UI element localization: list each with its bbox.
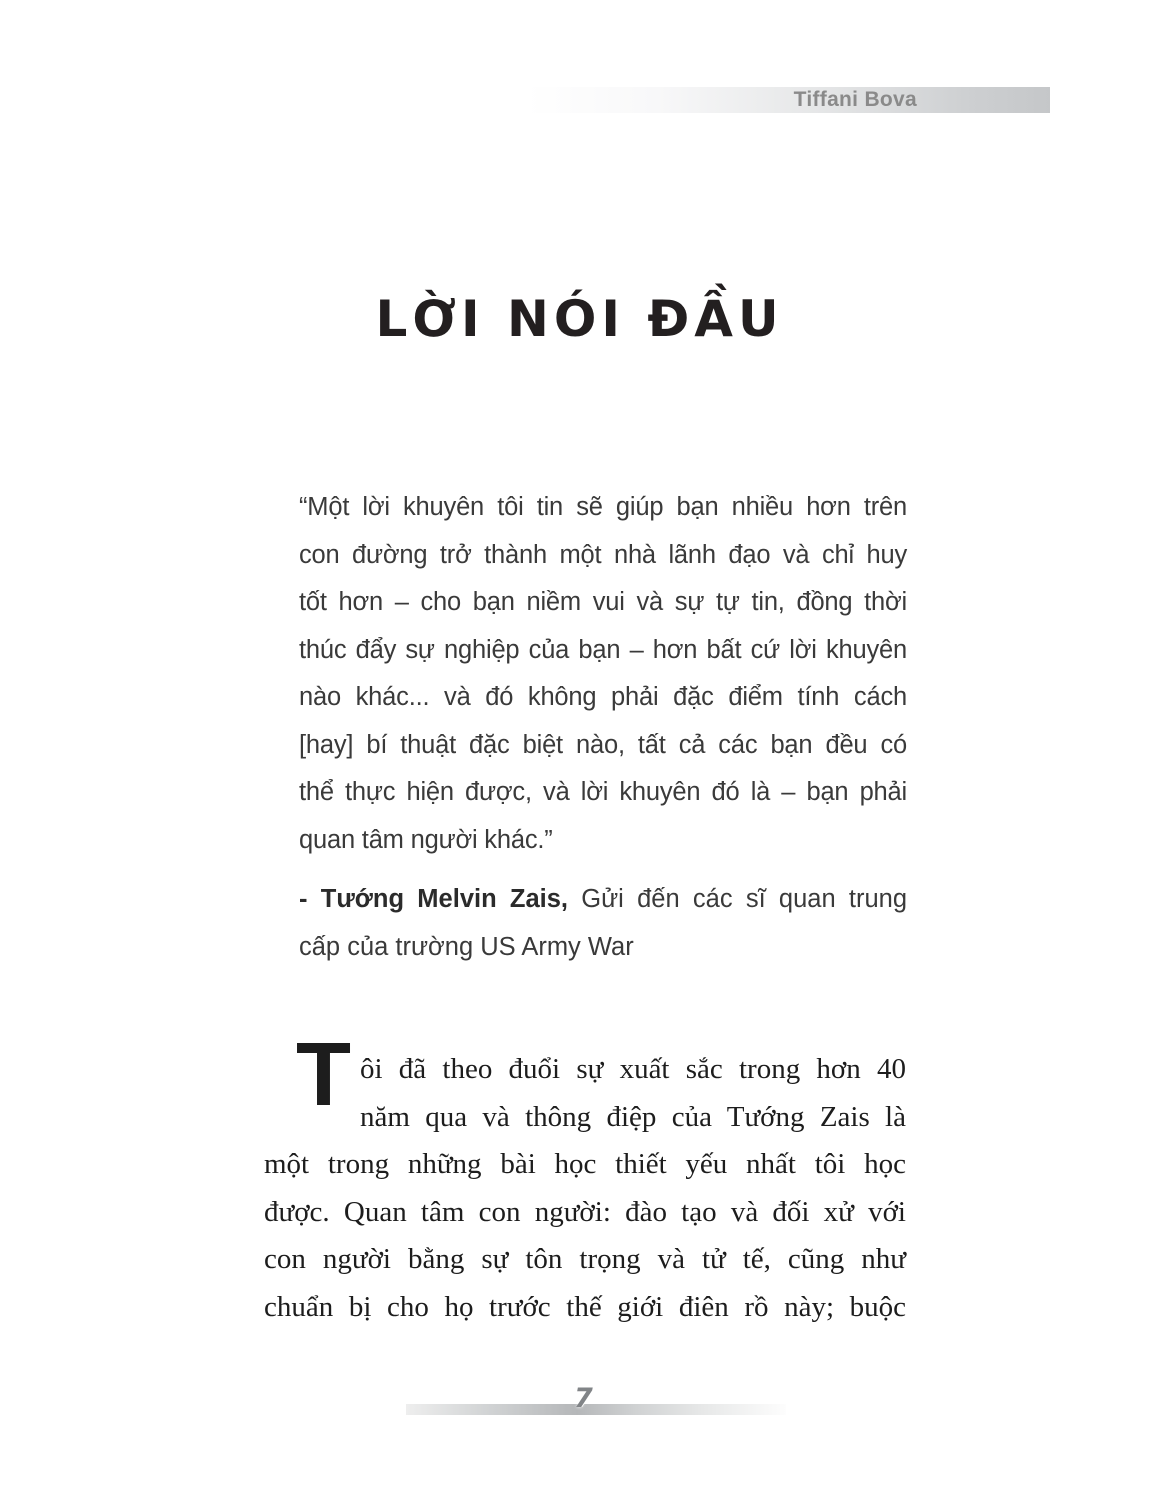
attribution-name: - Tướng Melvin Zais, [299, 885, 569, 913]
text-line: thúc đẩy sự nghiệp của bạn – hơn bất cứ lời khuyên [299, 635, 907, 664]
text-line: một trong những bài học thiết yếu nhất tôi học [264, 1148, 906, 1180]
body-full-lines [264, 1141, 906, 1331]
text-line: tốt hơn – cho bạn niềm vui và sự tự tin, đồng thời [299, 588, 907, 616]
author-name: Tiffani Bova [793, 88, 917, 111]
text-line: năm qua và thông điệp của Tướng Zais là [360, 1100, 906, 1133]
body-paragraph [264, 1025, 906, 1331]
epigraph-quote [299, 484, 907, 864]
text-line: nào khác... và đó không phải đặc điểm tính cách [299, 683, 907, 711]
footer-rule [406, 1404, 786, 1415]
text-line: ôi đã theo đuổi sự xuất sắc trong hơn 40 [360, 1053, 906, 1085]
text-line: “Một lời khuyên tôi tin sẽ giúp bạn nhiều hơn trên [299, 493, 907, 521]
chapter-title: LỜI NÓI ĐẦU [375, 290, 784, 348]
attribution-line-1 [299, 876, 907, 924]
text-line: chuẩn bị cho họ trước thế giới điên rồ này; buộc [264, 1290, 906, 1323]
text-line: con đường trở thành một nhà lãnh đạo và chỉ huy [299, 540, 907, 569]
text-line: được. Quan tâm con người: đào tạo và đối xử với [264, 1195, 906, 1228]
attribution [299, 876, 907, 971]
attribution-role-part: Gửi đến các sĩ quan trung [568, 885, 908, 913]
text-line: quan tâm người khác.” [299, 825, 553, 854]
header-bar [527, 87, 1050, 113]
text-line: [hay] bí thuật đặc biệt nào, tất cả các bạn đều có [299, 730, 907, 759]
drop-cap: T [296, 1025, 351, 1125]
text-line: thể thực hiện được, và lời khuyên đó là – bạn phải [299, 778, 907, 806]
text-line: con người bằng sự tôn trọng và tử tế, cũng như [264, 1243, 906, 1275]
body-indented-lines [360, 1046, 906, 1141]
attribution-line-2: cấp của trường US Army War [299, 932, 634, 961]
page-number: 7 [574, 1383, 593, 1414]
